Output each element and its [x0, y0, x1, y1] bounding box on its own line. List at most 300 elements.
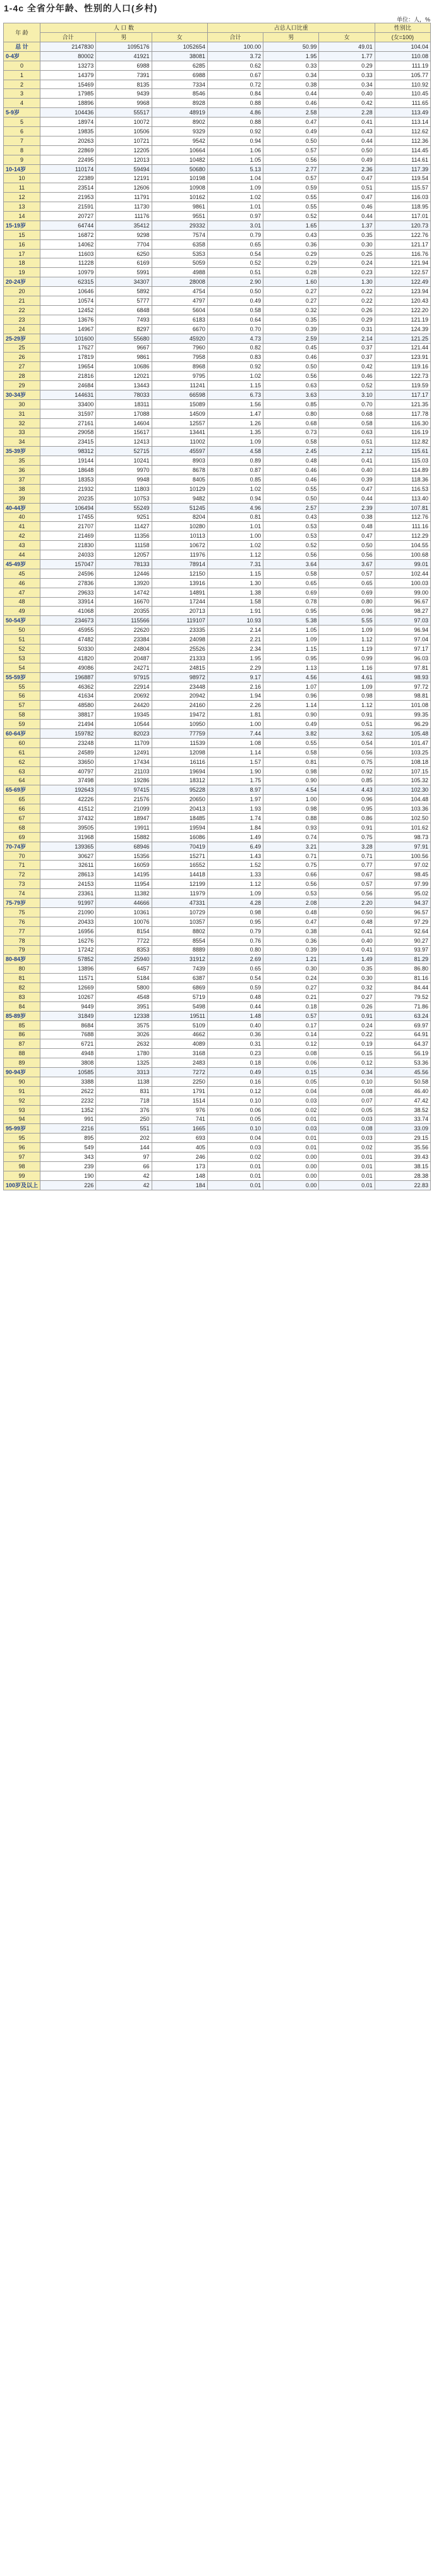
- cell-sex-ratio: 46.40: [375, 1086, 430, 1096]
- cell-pop-male: 23384: [96, 635, 152, 644]
- cell-share-total: 0.83: [207, 353, 263, 362]
- cell-pop-female: 10729: [152, 907, 207, 917]
- cell-pop-female: 16086: [152, 832, 207, 842]
- cell-share-male: 0.35: [263, 315, 319, 324]
- cell-share-male: 0.75: [263, 861, 319, 870]
- cell-share-female: 0.48: [319, 917, 375, 926]
- age-label: 10: [4, 174, 40, 183]
- cell-pop-total: 3808: [40, 1058, 96, 1068]
- cell-pop-total: 22869: [40, 145, 96, 155]
- table-row: [4, 315, 431, 324]
- header-sex-ratio: 性别比: [375, 23, 430, 33]
- cell-share-female: 0.01: [319, 1161, 375, 1171]
- table-row: [4, 1058, 431, 1068]
- cell-pop-male: 12606: [96, 183, 152, 193]
- cell-pop-total: 3388: [40, 1077, 96, 1086]
- age-group-row: [4, 729, 431, 739]
- cell-pop-female: 8802: [152, 926, 207, 936]
- cell-pop-male: 24804: [96, 644, 152, 654]
- cell-share-total: 100.00: [207, 42, 263, 52]
- cell-share-female: 0.54: [319, 738, 375, 747]
- cell-pop-female: 98972: [152, 672, 207, 682]
- cell-pop-male: 11791: [96, 193, 152, 202]
- cell-sex-ratio: 104.04: [375, 42, 430, 52]
- table-row: [4, 1096, 431, 1105]
- cell-share-male: 0.47: [263, 917, 319, 926]
- cell-pop-female: 5498: [152, 1001, 207, 1011]
- cell-pop-male: 20487: [96, 653, 152, 663]
- cell-share-total: 0.18: [207, 1058, 263, 1068]
- cell-sex-ratio: 64.91: [375, 1030, 430, 1039]
- cell-sex-ratio: 117.17: [375, 390, 430, 399]
- cell-share-male: 1.14: [263, 701, 319, 710]
- table-row: [4, 795, 431, 804]
- age-label: 21: [4, 296, 40, 306]
- cell-pop-male: 718: [96, 1096, 152, 1105]
- cell-share-male: 0.00: [263, 1180, 319, 1190]
- cell-share-male: 0.47: [263, 118, 319, 127]
- cell-pop-male: 18311: [96, 399, 152, 409]
- age-label: 40-44岁: [4, 503, 40, 512]
- cell-share-male: 0.03: [263, 1096, 319, 1105]
- cell-pop-total: 40797: [40, 766, 96, 776]
- cell-share-female: 1.30: [319, 277, 375, 287]
- cell-pop-male: 376: [96, 1105, 152, 1115]
- cell-share-male: 3.82: [263, 729, 319, 739]
- cell-share-male: 4.56: [263, 672, 319, 682]
- cell-pop-male: 82023: [96, 729, 152, 739]
- cell-pop-female: 14891: [152, 588, 207, 597]
- cell-pop-female: 6670: [152, 324, 207, 334]
- cell-pop-female: 14418: [152, 870, 207, 880]
- cell-share-female: 0.30: [319, 974, 375, 983]
- age-group-row: [4, 1068, 431, 1077]
- cell-sex-ratio: 97.02: [375, 861, 430, 870]
- cell-sex-ratio: 64.37: [375, 1039, 430, 1049]
- cell-pop-total: 239: [40, 1161, 96, 1171]
- cell-share-female: 0.08: [319, 1086, 375, 1096]
- cell-sex-ratio: 122.73: [375, 372, 430, 381]
- table-row: [4, 1020, 431, 1030]
- age-label: 24: [4, 324, 40, 334]
- cell-pop-total: 37498: [40, 776, 96, 785]
- cell-pop-total: 17985: [40, 89, 96, 99]
- cell-pop-female: 8889: [152, 945, 207, 955]
- cell-sex-ratio: 38.15: [375, 1161, 430, 1171]
- cell-pop-male: 9439: [96, 89, 152, 99]
- cell-pop-male: 78133: [96, 559, 152, 569]
- cell-sex-ratio: 100.68: [375, 550, 430, 560]
- cell-share-male: 0.53: [263, 531, 319, 541]
- cell-share-male: 0.00: [263, 1161, 319, 1171]
- cell-pop-female: 119107: [152, 616, 207, 626]
- age-label: 总 计: [4, 42, 40, 52]
- age-group-row: [4, 672, 431, 682]
- cell-share-male: 0.55: [263, 202, 319, 212]
- age-group-row: [4, 785, 431, 795]
- cell-share-total: 0.92: [207, 362, 263, 372]
- cell-pop-female: 6358: [152, 239, 207, 249]
- cell-pop-female: 8405: [152, 475, 207, 484]
- age-label: 80-84岁: [4, 955, 40, 964]
- table-row: [4, 418, 431, 428]
- table-row: [4, 1001, 431, 1011]
- cell-share-male: 0.14: [263, 1030, 319, 1039]
- cell-share-female: 0.38: [319, 512, 375, 522]
- cell-pop-male: 9667: [96, 343, 152, 353]
- cell-pop-total: 549: [40, 1143, 96, 1152]
- cell-sex-ratio: 110.08: [375, 51, 430, 61]
- cell-pop-female: 12098: [152, 747, 207, 757]
- cell-share-total: 1.30: [207, 578, 263, 588]
- cell-pop-male: 11382: [96, 889, 152, 898]
- table-row: [4, 343, 431, 353]
- cell-sex-ratio: 95.02: [375, 889, 430, 898]
- cell-pop-total: 39505: [40, 823, 96, 832]
- cell-share-total: 1.74: [207, 814, 263, 823]
- cell-sex-ratio: 120.73: [375, 221, 430, 230]
- cell-share-male: 0.56: [263, 550, 319, 560]
- cell-share-female: 0.47: [319, 484, 375, 493]
- header-pop-male: 男: [96, 33, 152, 42]
- cell-pop-male: 831: [96, 1086, 152, 1096]
- cell-share-female: 1.16: [319, 663, 375, 672]
- cell-pop-female: 6988: [152, 70, 207, 80]
- cell-pop-male: 8297: [96, 324, 152, 334]
- cell-share-total: 2.29: [207, 663, 263, 672]
- cell-pop-male: 11954: [96, 880, 152, 889]
- cell-pop-female: 5109: [152, 1020, 207, 1030]
- cell-share-female: 0.26: [319, 305, 375, 315]
- cell-pop-total: 343: [40, 1152, 96, 1162]
- cell-share-total: 0.54: [207, 249, 263, 258]
- age-label: 37: [4, 475, 40, 484]
- cell-share-female: 2.14: [319, 334, 375, 343]
- table-row: [4, 1086, 431, 1096]
- cell-pop-total: 20727: [40, 212, 96, 221]
- cell-sex-ratio: 122.49: [375, 277, 430, 287]
- cell-pop-total: 157047: [40, 559, 96, 569]
- table-row: [4, 1115, 431, 1124]
- age-label: 10-14岁: [4, 164, 40, 174]
- cell-share-total: 0.81: [207, 512, 263, 522]
- table-row: [4, 118, 431, 127]
- cell-share-total: 0.10: [207, 1124, 263, 1134]
- cell-pop-female: 12199: [152, 880, 207, 889]
- cell-pop-total: 2147830: [40, 42, 96, 52]
- cell-sex-ratio: 50.58: [375, 1077, 430, 1086]
- cell-pop-female: 9542: [152, 136, 207, 145]
- age-group-row: [4, 447, 431, 456]
- cell-share-male: 0.90: [263, 710, 319, 720]
- cell-share-total: 1.49: [207, 832, 263, 842]
- cell-pop-male: 44666: [96, 898, 152, 908]
- cell-share-female: 0.10: [319, 1077, 375, 1086]
- age-label: 38: [4, 484, 40, 493]
- age-label: 0-4岁: [4, 51, 40, 61]
- cell-share-total: 0.36: [207, 1030, 263, 1039]
- cell-pop-total: 21591: [40, 202, 96, 212]
- cell-pop-female: 14509: [152, 409, 207, 418]
- table-row: [4, 1143, 431, 1152]
- cell-pop-female: 173: [152, 1161, 207, 1171]
- cell-pop-total: 23248: [40, 738, 96, 747]
- cell-pop-male: 55680: [96, 334, 152, 343]
- age-label: 51: [4, 635, 40, 644]
- cell-share-male: 0.01: [263, 1143, 319, 1152]
- age-label: 41: [4, 522, 40, 531]
- cell-share-female: 0.52: [319, 381, 375, 390]
- cell-share-male: 0.43: [263, 512, 319, 522]
- cell-share-male: 2.59: [263, 334, 319, 343]
- cell-share-male: 0.98: [263, 766, 319, 776]
- cell-pop-female: 24098: [152, 635, 207, 644]
- cell-pop-male: 8353: [96, 945, 152, 955]
- age-label: 9: [4, 155, 40, 164]
- cell-sex-ratio: 116.19: [375, 428, 430, 437]
- cell-share-male: 0.27: [263, 983, 319, 993]
- cell-share-male: 2.57: [263, 503, 319, 512]
- age-label: 43: [4, 541, 40, 550]
- cell-pop-total: 234673: [40, 616, 96, 626]
- age-label: 8: [4, 145, 40, 155]
- cell-pop-total: 33914: [40, 597, 96, 607]
- cell-sex-ratio: 97.91: [375, 842, 430, 851]
- cell-share-male: 1.07: [263, 682, 319, 691]
- age-label: 22: [4, 305, 40, 315]
- cell-share-male: 3.21: [263, 842, 319, 851]
- cell-sex-ratio: 107.81: [375, 503, 430, 512]
- cell-pop-total: 24596: [40, 569, 96, 578]
- cell-share-male: 1.00: [263, 795, 319, 804]
- cell-share-total: 0.54: [207, 974, 263, 983]
- cell-share-female: 0.51: [319, 720, 375, 729]
- age-label: 49: [4, 607, 40, 616]
- cell-pop-female: 10664: [152, 145, 207, 155]
- cell-pop-female: 10113: [152, 531, 207, 541]
- cell-pop-male: 1780: [96, 1049, 152, 1058]
- cell-share-female: 0.49: [319, 155, 375, 164]
- cell-share-male: 0.55: [263, 484, 319, 493]
- age-group-row: [4, 108, 431, 118]
- age-label: 15: [4, 230, 40, 239]
- cell-pop-total: 14967: [40, 324, 96, 334]
- cell-pop-male: 5991: [96, 268, 152, 277]
- cell-share-male: 1.21: [263, 955, 319, 964]
- age-label: 100岁及以上: [4, 1180, 40, 1190]
- cell-share-female: 0.41: [319, 945, 375, 955]
- cell-pop-male: 15356: [96, 851, 152, 861]
- age-label: 39: [4, 493, 40, 503]
- age-label: 34: [4, 437, 40, 447]
- cell-share-male: 0.30: [263, 964, 319, 974]
- cell-share-total: 1.09: [207, 889, 263, 898]
- cell-sex-ratio: 97.99: [375, 880, 430, 889]
- cell-share-male: 0.53: [263, 522, 319, 531]
- cell-share-female: 0.33: [319, 70, 375, 80]
- cell-sex-ratio: 90.27: [375, 936, 430, 945]
- cell-share-total: 0.89: [207, 456, 263, 466]
- cell-share-male: 0.28: [263, 268, 319, 277]
- cell-share-female: 3.28: [319, 842, 375, 851]
- cell-share-female: 0.37: [319, 353, 375, 362]
- header-age: 年 龄: [4, 23, 40, 42]
- cell-pop-male: 10076: [96, 917, 152, 926]
- cell-pop-total: 14379: [40, 70, 96, 80]
- cell-share-total: 1.04: [207, 174, 263, 183]
- cell-share-female: 0.02: [319, 1143, 375, 1152]
- cell-share-female: 0.57: [319, 880, 375, 889]
- age-label: 50: [4, 626, 40, 635]
- cell-share-female: 4.43: [319, 785, 375, 795]
- cell-pop-male: 8154: [96, 926, 152, 936]
- cell-share-male: 0.53: [263, 889, 319, 898]
- cell-share-total: 2.69: [207, 955, 263, 964]
- cell-share-female: 1.09: [319, 682, 375, 691]
- cell-share-female: 1.12: [319, 635, 375, 644]
- age-label: 4: [4, 99, 40, 108]
- cell-pop-total: 33650: [40, 757, 96, 766]
- age-label: 16: [4, 239, 40, 249]
- cell-sex-ratio: 96.67: [375, 597, 430, 607]
- table-row: [4, 409, 431, 418]
- cell-share-male: 0.49: [263, 127, 319, 136]
- cell-share-female: 1.12: [319, 701, 375, 710]
- cell-pop-male: 202: [96, 1134, 152, 1143]
- cell-pop-total: 27161: [40, 418, 96, 428]
- cell-share-total: 1.15: [207, 569, 263, 578]
- cell-share-total: 0.52: [207, 258, 263, 268]
- cell-pop-male: 7722: [96, 936, 152, 945]
- age-label: 1: [4, 70, 40, 80]
- cell-share-male: 1.15: [263, 644, 319, 654]
- cell-share-female: 2.36: [319, 164, 375, 174]
- cell-pop-total: 192643: [40, 785, 96, 795]
- cell-share-total: 1.52: [207, 861, 263, 870]
- cell-pop-total: 33400: [40, 399, 96, 409]
- cell-pop-male: 22914: [96, 682, 152, 691]
- cell-share-male: 0.65: [263, 578, 319, 588]
- cell-pop-male: 250: [96, 1115, 152, 1124]
- cell-share-male: 0.36: [263, 239, 319, 249]
- age-label: 75-79岁: [4, 898, 40, 908]
- cell-share-male: 2.77: [263, 164, 319, 174]
- cell-pop-total: 2216: [40, 1124, 96, 1134]
- cell-pop-male: 19911: [96, 823, 152, 832]
- cell-pop-female: 405: [152, 1143, 207, 1152]
- age-label: 91: [4, 1086, 40, 1096]
- cell-share-total: 1.33: [207, 870, 263, 880]
- cell-pop-total: 9449: [40, 1001, 96, 1011]
- age-label: 82: [4, 983, 40, 993]
- cell-sex-ratio: 121.17: [375, 239, 430, 249]
- cell-pop-female: 7960: [152, 343, 207, 353]
- age-label: 20: [4, 287, 40, 296]
- cell-pop-male: 78033: [96, 390, 152, 399]
- cell-pop-female: 693: [152, 1134, 207, 1143]
- cell-share-total: 7.31: [207, 559, 263, 569]
- cell-pop-total: 41068: [40, 607, 96, 616]
- cell-share-male: 0.93: [263, 823, 319, 832]
- cell-share-male: 0.15: [263, 1068, 319, 1077]
- cell-sex-ratio: 121.94: [375, 258, 430, 268]
- cell-sex-ratio: 63.24: [375, 1011, 430, 1020]
- cell-share-female: 0.34: [319, 80, 375, 89]
- cell-share-total: 1.02: [207, 541, 263, 550]
- table-row: [4, 239, 431, 249]
- table-row: [4, 588, 431, 597]
- cell-pop-female: 10129: [152, 484, 207, 493]
- cell-pop-female: 10357: [152, 917, 207, 926]
- cell-share-male: 0.78: [263, 597, 319, 607]
- cell-pop-female: 45920: [152, 334, 207, 343]
- cell-pop-male: 7704: [96, 239, 152, 249]
- cell-pop-female: 9861: [152, 202, 207, 212]
- age-label: 85: [4, 1020, 40, 1030]
- cell-share-male: 0.95: [263, 653, 319, 663]
- table-row: [4, 747, 431, 757]
- cell-pop-female: 2483: [152, 1058, 207, 1068]
- cell-share-total: 0.87: [207, 466, 263, 475]
- cell-pop-female: 31912: [152, 955, 207, 964]
- cell-sex-ratio: 115.61: [375, 447, 430, 456]
- cell-share-female: 0.43: [319, 127, 375, 136]
- table-row: [4, 202, 431, 212]
- cell-pop-female: 21333: [152, 653, 207, 663]
- cell-sex-ratio: 116.76: [375, 249, 430, 258]
- age-group-row: [4, 503, 431, 512]
- cell-pop-total: 2232: [40, 1096, 96, 1105]
- cell-share-male: 0.29: [263, 249, 319, 258]
- cell-pop-male: 55517: [96, 108, 152, 118]
- cell-pop-female: 8968: [152, 362, 207, 372]
- cell-sex-ratio: 113.49: [375, 108, 430, 118]
- cell-share-female: 0.51: [319, 183, 375, 193]
- cell-pop-female: 13441: [152, 428, 207, 437]
- table-row: [4, 80, 431, 89]
- age-label: 88: [4, 1049, 40, 1058]
- cell-share-female: 0.50: [319, 907, 375, 917]
- age-label: 57: [4, 701, 40, 710]
- cell-pop-total: 16276: [40, 936, 96, 945]
- cell-share-total: 4.96: [207, 503, 263, 512]
- header-share: 占总人口比重: [207, 23, 375, 33]
- cell-share-male: 0.85: [263, 399, 319, 409]
- cell-share-total: 1.26: [207, 418, 263, 428]
- cell-pop-total: 21469: [40, 531, 96, 541]
- cell-share-total: 7.44: [207, 729, 263, 739]
- table-row: [4, 437, 431, 447]
- cell-share-total: 2.90: [207, 277, 263, 287]
- cell-pop-female: 16552: [152, 861, 207, 870]
- age-label: 50-54岁: [4, 616, 40, 626]
- age-label: 36: [4, 466, 40, 475]
- cell-share-female: 0.65: [319, 578, 375, 588]
- cell-pop-female: 9795: [152, 372, 207, 381]
- cell-pop-total: 190: [40, 1171, 96, 1180]
- cell-pop-male: 10072: [96, 118, 152, 127]
- cell-pop-total: 18648: [40, 466, 96, 475]
- cell-share-male: 0.57: [263, 145, 319, 155]
- cell-share-total: 1.97: [207, 795, 263, 804]
- cell-share-total: 1.02: [207, 372, 263, 381]
- cell-share-male: 0.56: [263, 372, 319, 381]
- cell-sex-ratio: 114.89: [375, 466, 430, 475]
- age-label: 78: [4, 936, 40, 945]
- cell-pop-total: 139365: [40, 842, 96, 851]
- cell-sex-ratio: 97.81: [375, 663, 430, 672]
- cell-sex-ratio: 121.35: [375, 399, 430, 409]
